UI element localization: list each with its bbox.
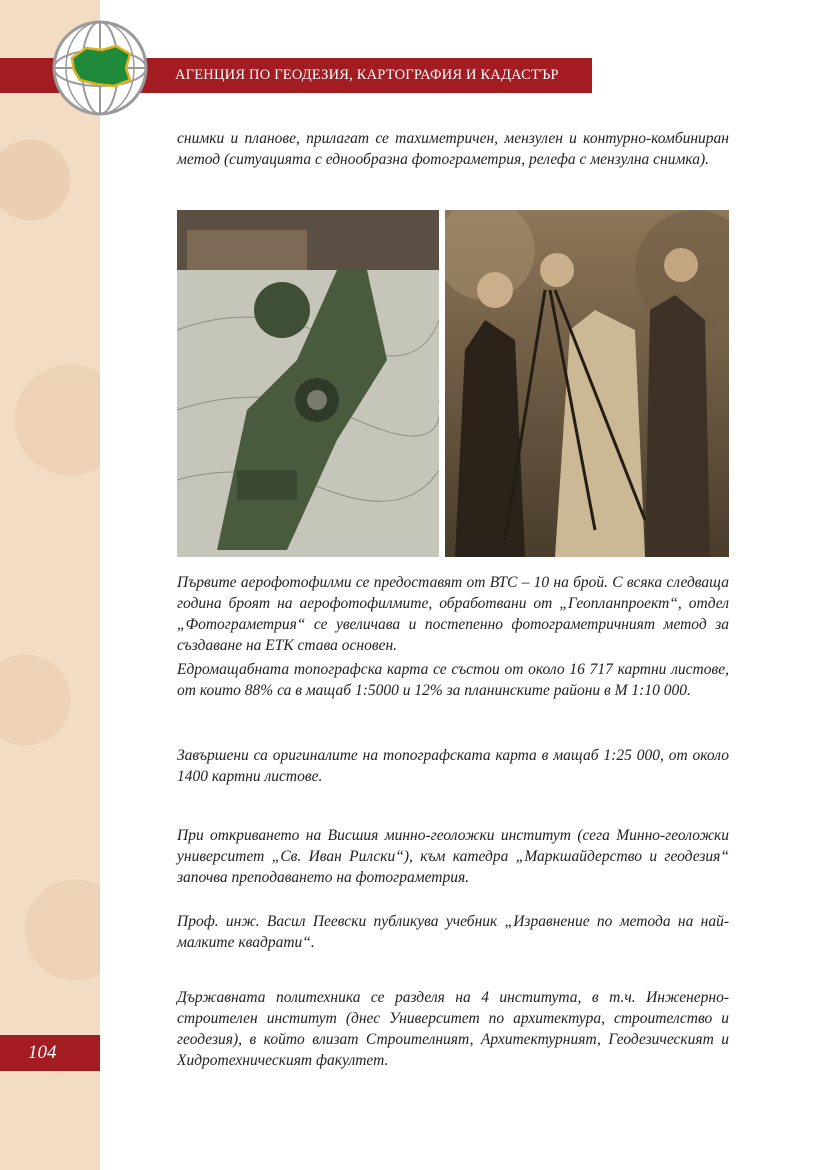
- paragraph-intro: снимки и планове, прилагат се тахиметричен, мензулен и контурно-комбиниран метод (ситуацията с еднообразна фотограметрия, релефа с мензулна снимка).: [177, 130, 729, 168]
- page-number: 104: [28, 1042, 57, 1063]
- paragraph-mining-institute: При откриването на Висшия минно-геоложки институт (сега Минно-геоложки университет „Св. Иван Рилски“), към катедра „Маркшайдерство и геодезия“ започва преподаването на фотограметрия.: [177, 827, 729, 886]
- globe-map-emblem-icon: [50, 18, 150, 118]
- paragraph-topographic-originals: Завършени са оригиналите на топографската карта в мащаб 1:25 000, от около 1400 картни листове.: [177, 747, 729, 785]
- paragraph-large-scale-map: Едромащабната топографска карта се състои от около 16 717 картни листове, от които 88% са в мащаб 1:5000 и 12% за планинските райони в М 1:10 000.: [177, 661, 729, 699]
- surveyors-with-theodolite-photo: [445, 210, 729, 557]
- paragraph-aerofilms: Първите аерофотофилми се предоставят от ВТС – 10 на брой. С всяка следваща година броят на аерофотофилмите, обработвани от „Геопланпроект“, отдел „Фотограметрия“ се увеличава и постепенно фотограметричният метод за създаване на ЕТК става основен.: [177, 574, 729, 654]
- header-title: АГЕНЦИЯ ПО ГЕОДЕЗИЯ, КАРТОГРАФИЯ И КАДАСТЪР: [175, 67, 559, 83]
- side-decorative-strip: [0, 0, 100, 1170]
- stereo-plotter-instrument-photo: [177, 210, 439, 557]
- paragraph-polytechnic: Държавната политехника се разделя на 4 института, в т.ч. Инженерно-строителен институт (днес Университет по архитектура, строителство и геодезия), в който влизат Строителният, Архитектурният, Геодезическият и Хидротехническият факултет.: [177, 989, 729, 1069]
- paragraph-textbook: Проф. инж. Васил Пеевски публикува учебник „Изравнение по метода на най-малките квадрати“.: [177, 913, 729, 951]
